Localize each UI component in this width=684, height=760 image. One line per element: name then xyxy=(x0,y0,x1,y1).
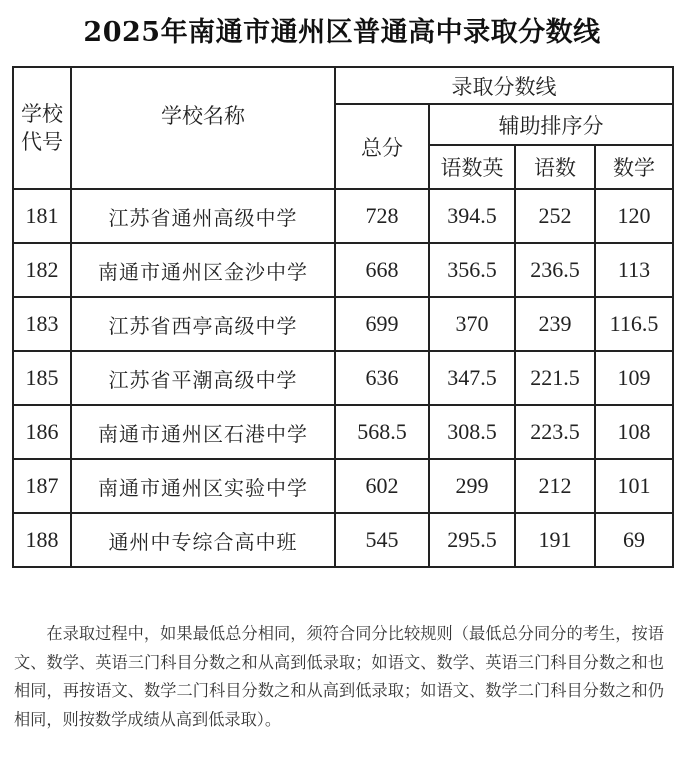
cell-total: 568.5 xyxy=(335,405,429,459)
header-school-code-line1: 学校 xyxy=(21,102,63,126)
cell-chinese-math-english: 347.5 xyxy=(429,351,515,405)
cell-school-name: 南通市通州区金沙中学 xyxy=(71,243,335,297)
cell-math: 69 xyxy=(595,513,673,567)
header-admission-line: 录取分数线 xyxy=(335,67,673,104)
cell-code: 185 xyxy=(13,351,71,405)
cell-code: 188 xyxy=(13,513,71,567)
cell-total: 545 xyxy=(335,513,429,567)
admission-score-table xyxy=(12,66,674,568)
table-row xyxy=(13,243,673,297)
cell-chinese-math: 239 xyxy=(515,297,595,351)
cell-code: 183 xyxy=(13,297,71,351)
page-title: 2025年南通市通州区普通高中录取分数线 xyxy=(83,17,601,48)
cell-math: 116.5 xyxy=(595,297,673,351)
cell-school-name: 南通市通州区石港中学 xyxy=(71,405,335,459)
cell-chinese-math-english: 370 xyxy=(429,297,515,351)
header-school-name: 学校名称 xyxy=(71,67,335,189)
cell-total: 602 xyxy=(335,459,429,513)
cell-code: 181 xyxy=(13,189,71,243)
tie-break-rule-note: 在录取过程中，如果最低总分相同，须符合同分比较规则（最低总分同分的考生，按语文、数学、英语三门科目分数之和从高到低录取；如语文、数学、英语三门科目分数之和也相同，再按语文、数学二门科目分数之和从高到低录取；如语文、数学二门科目分数之和仍相同，则按数学成绩从高到低录取）。 xyxy=(14,624,664,729)
cell-chinese-math: 212 xyxy=(515,459,595,513)
cell-code: 182 xyxy=(13,243,71,297)
header-school-code xyxy=(13,67,71,189)
cell-code: 186 xyxy=(13,405,71,459)
cell-total: 636 xyxy=(335,351,429,405)
cell-math: 109 xyxy=(595,351,673,405)
table-row xyxy=(13,513,673,567)
header-math: 数学 xyxy=(595,145,673,189)
cell-chinese-math: 236.5 xyxy=(515,243,595,297)
table-row xyxy=(13,459,673,513)
cell-math: 108 xyxy=(595,405,673,459)
cell-math: 120 xyxy=(595,189,673,243)
header-school-code-line2: 代号 xyxy=(21,130,63,154)
cell-total: 668 xyxy=(335,243,429,297)
cell-chinese-math: 221.5 xyxy=(515,351,595,405)
cell-code: 187 xyxy=(13,459,71,513)
cell-chinese-math-english: 356.5 xyxy=(429,243,515,297)
cell-total: 728 xyxy=(335,189,429,243)
cell-school-name: 江苏省通州高级中学 xyxy=(71,189,335,243)
cell-chinese-math: 191 xyxy=(515,513,595,567)
table-row xyxy=(13,297,673,351)
cell-school-name: 江苏省西亭高级中学 xyxy=(71,297,335,351)
header-chinese-math: 语数 xyxy=(515,145,595,189)
cell-school-name: 江苏省平潮高级中学 xyxy=(71,351,335,405)
cell-chinese-math-english: 394.5 xyxy=(429,189,515,243)
cell-chinese-math: 252 xyxy=(515,189,595,243)
header-auxiliary: 辅助排序分 xyxy=(429,104,673,145)
cell-school-name: 通州中专综合高中班 xyxy=(71,513,335,567)
header-chinese-math-english: 语数英 xyxy=(429,145,515,189)
cell-math: 101 xyxy=(595,459,673,513)
cell-chinese-math: 223.5 xyxy=(515,405,595,459)
cell-chinese-math-english: 308.5 xyxy=(429,405,515,459)
header-total: 总分 xyxy=(335,104,429,189)
table-row xyxy=(13,351,673,405)
table-row xyxy=(13,189,673,243)
cell-chinese-math-english: 299 xyxy=(429,459,515,513)
table-row xyxy=(13,405,673,459)
cell-school-name: 南通市通州区实验中学 xyxy=(71,459,335,513)
cell-math: 113 xyxy=(595,243,673,297)
cell-total: 699 xyxy=(335,297,429,351)
cell-chinese-math-english: 295.5 xyxy=(429,513,515,567)
